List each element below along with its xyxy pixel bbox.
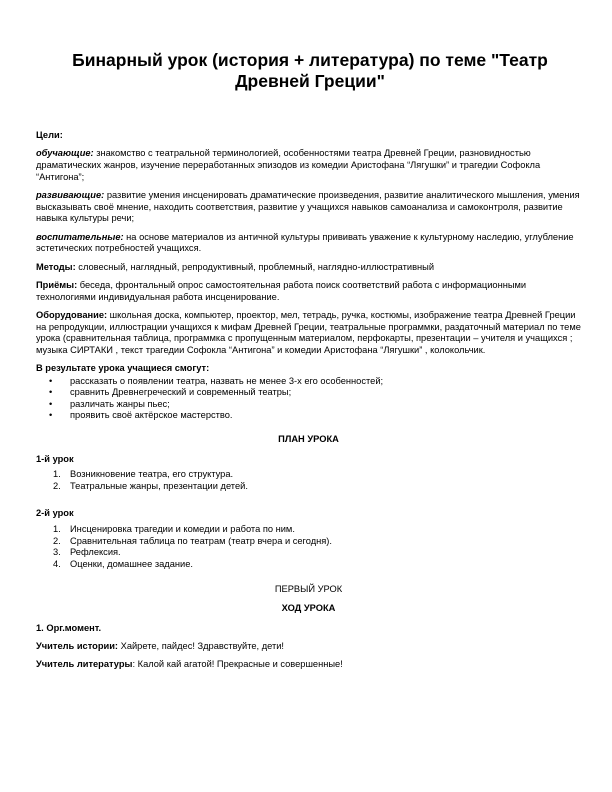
results-list — [36, 376, 581, 422]
list-item: 1. Инсценировка трагедии и комедии и работа по ним. — [53, 524, 295, 535]
org-moment: 1. Орг.момент. — [36, 622, 102, 633]
goal-educational — [36, 148, 581, 183]
history-teacher-label: Учитель истории: — [36, 640, 119, 651]
literature-teacher-label: Учитель литературы — [36, 659, 133, 670]
bullet-icon: • — [49, 410, 53, 421]
goal-upbringing — [36, 232, 581, 255]
list-item: • рассказать о появлении театра, назвать не менее 3-х его особенностей; — [49, 375, 384, 386]
list-item: 1. Возникновение театра, его структура. — [53, 469, 234, 480]
goals-label: Цели: — [36, 130, 63, 140]
techniques — [36, 280, 581, 303]
goal-educational-text: знакомство с театральной терминологией, особенностями театра Древней Греции, разновидностью драматических жанров, изучение переработанных эпизодов из комедии Аристофана “Лягушки” и трагедии Софокла “Антигона”; — [36, 148, 541, 182]
title-line-1: Бинарный урок (история + литература) по теме "Театр — [72, 50, 548, 70]
methods — [36, 262, 581, 274]
lesson2-heading: 2-й урок — [36, 508, 74, 519]
goal-developing — [36, 190, 581, 225]
techniques-label: Приёмы: — [36, 279, 78, 290]
goal-educational-label: обучающие: — [36, 148, 94, 159]
title-line-2: Древней Греции" — [235, 71, 385, 91]
plan-heading: ПЛАН УРОКА — [278, 434, 339, 445]
lesson1-heading: 1-й урок — [36, 453, 74, 464]
document-title — [30, 50, 590, 92]
literature-teacher-text: : Калой кай агатой! Прекрасные и совершенные! — [132, 659, 343, 670]
methods-label: Методы: — [36, 261, 76, 272]
equipment — [36, 310, 581, 356]
document-body — [36, 130, 581, 678]
bullet-icon: • — [49, 398, 53, 409]
course-heading: ХОД УРОКА — [281, 602, 336, 613]
list-item: • проявить своё актёрское мастерство. — [49, 410, 233, 421]
list-item: • различать жанры пьес; — [49, 398, 170, 409]
lesson2-list — [36, 524, 581, 570]
goal-upbringing-label: воспитательные: — [36, 231, 124, 242]
first-lesson-heading: ПЕРВЫЙ УРОК — [274, 584, 343, 595]
history-teacher-text: Хайрете, пайдес! Здравствуйте, дети! — [118, 640, 285, 651]
lesson1-list — [36, 469, 581, 492]
list-item: 4. Оценки, домашнее задание. — [53, 558, 193, 569]
results-heading: В результате урока учащиеся смогут: — [36, 363, 210, 374]
literature-teacher-line — [36, 659, 581, 671]
list-item: 2. Сравнительная таблица по театрам (театр вчера и сегодня). — [53, 535, 332, 546]
goal-developing-text: развитие умения инсценировать драматические произведения, развитие аналитического мышления, умения высказывать своё мнение, находить соответствия, развитие у учащихся навыков самоанализа и самоконтроля, развитие навыка культуры речи; — [36, 189, 580, 224]
list-item: • сравнить Древнегреческий и современный театры; — [49, 387, 292, 398]
bullet-icon: • — [49, 375, 53, 386]
equipment-label: Оборудование: — [36, 309, 108, 320]
list-item: 2. Театральные жанры, презентации детей. — [53, 480, 248, 491]
goal-upbringing-text: на основе материалов из античной культуры прививать уважение к культурному наследию, углубление эстетических потребностей учащихся. — [36, 231, 574, 254]
methods-text: словесный, наглядный, репродуктивный, проблемный, наглядно-иллюстративный — [75, 261, 435, 272]
equipment-text: школьная доска, компьютер, проектор, мел, тетрадь, ручка, костюмы, изображение театра Древней Греции на репродукции, иллюстрации учащихся к мифам Древней Греции, театральные программки, раздаточный материал по теме урока (сравнительная таблица, программка с пропущенным материалом, перфокарты, презентации – учителя и учащихся ; музыка СИРТАКИ , текст трагедии Софокла “Антигона” и комедии Аристофана “Лягушки” , колокольчик. — [36, 309, 581, 355]
bullet-icon: • — [49, 387, 53, 398]
list-item: 3. Рефлексия. — [53, 547, 121, 558]
goal-developing-label: развивающие: — [36, 189, 105, 200]
techniques-text: беседа, фронтальный опрос самостоятельная работа поиск соответствий работа с информационными технологиями индивидуальная работа инсценирование. — [36, 279, 527, 302]
history-teacher-line — [36, 641, 581, 653]
